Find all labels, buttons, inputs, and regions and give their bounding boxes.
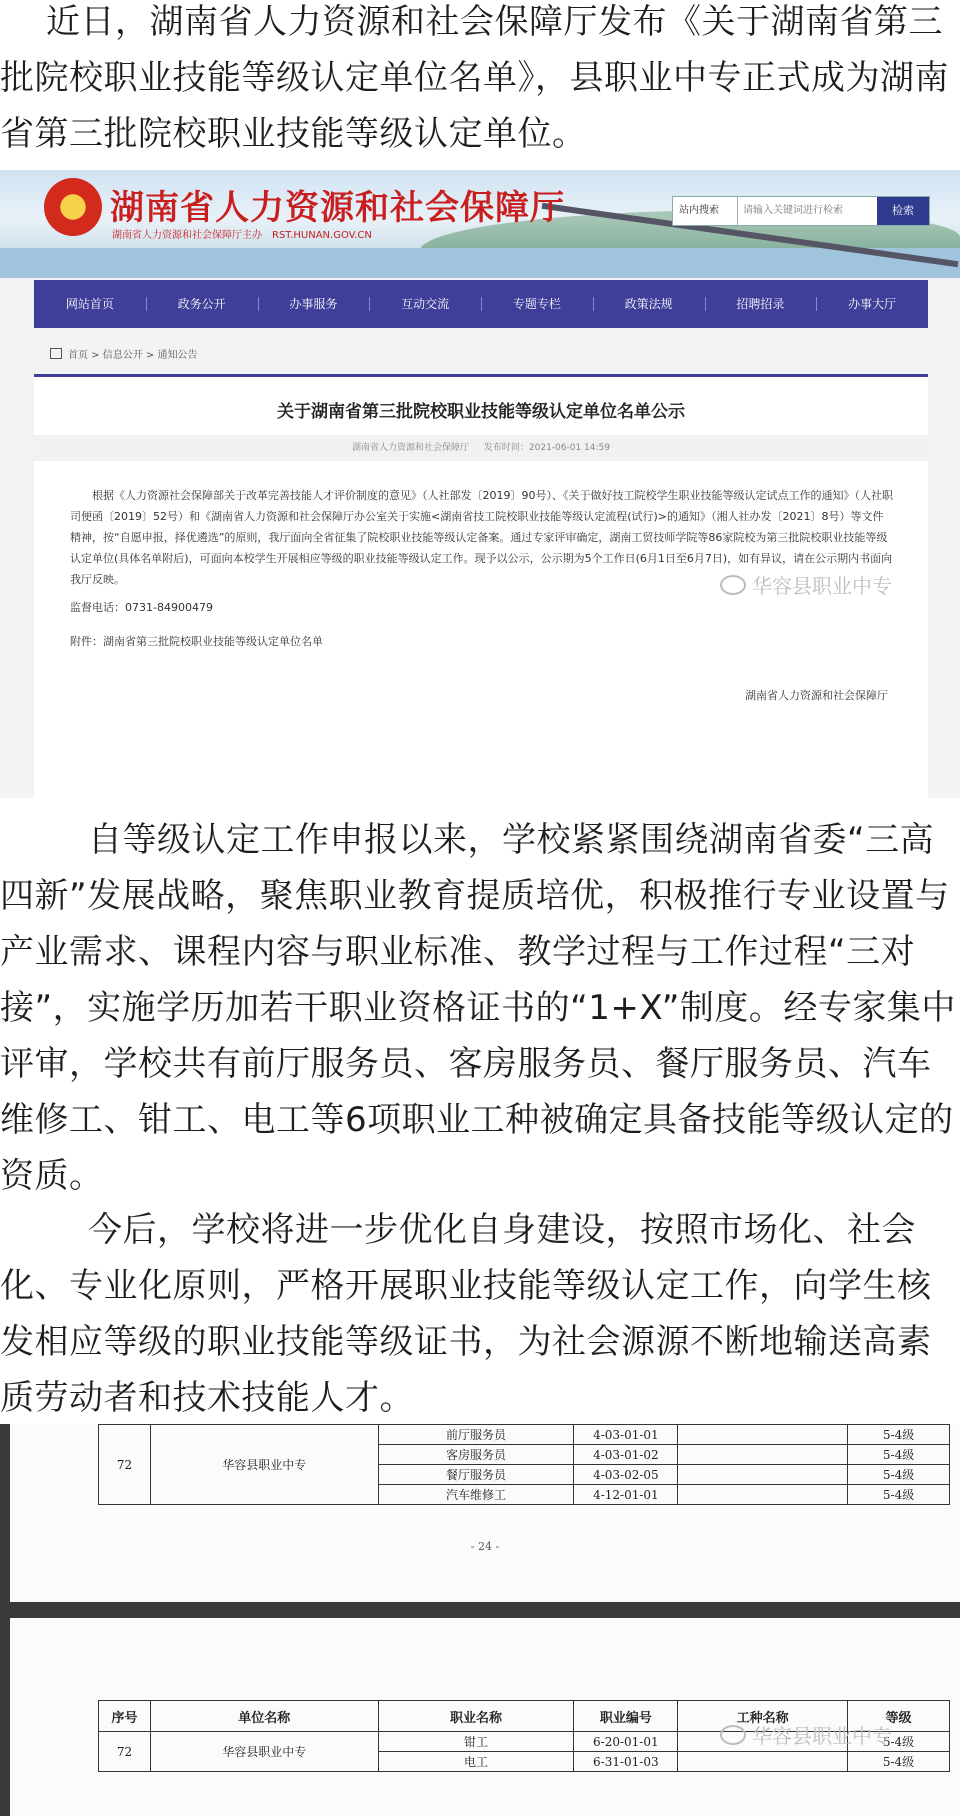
site-search bbox=[672, 196, 930, 226]
government-page-screenshot bbox=[0, 170, 960, 798]
nav-interaction[interactable]: 互动交流 bbox=[369, 280, 481, 328]
job-name: 客房服务员 bbox=[378, 1445, 574, 1465]
search-scope-select[interactable]: 站内搜索 bbox=[673, 197, 738, 225]
job-level: 5-4级 bbox=[848, 1445, 950, 1465]
unit-name: 华容县职业中专 bbox=[150, 1732, 378, 1772]
nav-recruitment[interactable]: 招聘招录 bbox=[705, 280, 817, 328]
intro-paragraph: 近日，湖南省人力资源和社会保障厅发布《关于湖南省第三批院校职业技能等级认定单位名单》，县职业中专正式成为湖南省第三批院校职业技能等级认定单位。 bbox=[0, 2, 949, 154]
article-source: 湖南省人力资源和社会保障厅 bbox=[352, 443, 470, 453]
job-level: 5-4级 bbox=[848, 1465, 950, 1485]
job-code: 4-12-01-01 bbox=[574, 1485, 678, 1505]
article-phone: 监督电话：0731-84900479 bbox=[70, 601, 213, 614]
body-paragraph-2: 自等级认定工作申报以来，学校紧紧围绕湖南省委“三高四新”发展战略，聚焦职业教育提质培优，积极推行专业设置与产业需求、课程内容与职业标准、教学过程与工作过程“三对接”，实施学历加若干职业资格证书的“1+X”制度。经专家集中评审，学校共有前厅服务员、客房服务员、餐厅服务员、汽车维修工、钳工、电工等6项职业工种被确定具备技能等级认定的资质。 bbox=[0, 820, 956, 1196]
article-signature: 湖南省人力资源和社会保障厅 bbox=[745, 689, 888, 702]
header-trade: 工种名称 bbox=[678, 1701, 848, 1732]
job-name: 汽车维修工 bbox=[378, 1485, 574, 1505]
article-date: 发布时间：2021-06-01 14:59 bbox=[483, 443, 610, 453]
wechat-icon bbox=[720, 1725, 746, 1745]
main-nav bbox=[34, 280, 928, 328]
header-job: 职业名称 bbox=[378, 1701, 574, 1732]
job-code: 6-20-01-01 bbox=[574, 1732, 678, 1752]
job-level: 5-4级 bbox=[848, 1485, 950, 1505]
site-title: 湖南省人力资源和社会保障厅 bbox=[110, 188, 565, 228]
row-number: 72 bbox=[99, 1732, 151, 1772]
trade-name bbox=[678, 1465, 848, 1485]
unit-name: 华容县职业中专 bbox=[150, 1425, 378, 1505]
nav-home[interactable]: 网站首页 bbox=[65, 297, 114, 311]
nav-policies[interactable]: 政策法规 bbox=[593, 280, 705, 328]
nav-topics[interactable]: 专题专栏 bbox=[481, 280, 593, 328]
nav-services[interactable]: 办事服务 bbox=[258, 280, 370, 328]
site-banner bbox=[0, 170, 960, 278]
nav-service-hall[interactable]: 办事大厅 bbox=[816, 280, 928, 328]
header-unit: 单位名称 bbox=[150, 1701, 378, 1732]
page-number: - 24 - bbox=[470, 1540, 500, 1553]
unit-table-part1 bbox=[98, 1424, 950, 1505]
page-divider bbox=[0, 1602, 960, 1618]
job-code: 4-03-02-05 bbox=[574, 1465, 678, 1485]
trade-name bbox=[678, 1752, 848, 1772]
search-button[interactable]: 检索 bbox=[877, 197, 929, 225]
trade-name bbox=[678, 1485, 848, 1505]
article-body: 根据《人力资源社会保障部关于改革完善技能人才评价制度的意见》（人社部发〔2019〕90号）、《关于做好技工院校学生职业技能等级认定试点工作的通知》（人社职司便函〔2019〕52号）和《湖南省人力资源和社会保障厅办公室关于实施<湖南省技工院校职业技能等级认定流程(试行)>的通知》（湘人社办发〔2021〕8号）等文件精神，按“自愿申报，择优遴选”的原则，我厅面向全省征集了院校职业技能等级认定备案。通过专家评审确定，湖南工贸技师学院等86家院校为第三批院校职业技能等级认定单位(具体名单附后)，可面向本校学生开展相应等级的职业技能等级认定工作。现予以公示，公示期为5个工作日(6月1日至6月7日)，如有异议，请在公示期内书面向我厅反映。 bbox=[70, 489, 893, 586]
header-level: 等级 bbox=[848, 1701, 950, 1732]
trade-name bbox=[678, 1425, 848, 1445]
home-icon[interactable] bbox=[50, 348, 62, 359]
table-row bbox=[99, 1425, 950, 1445]
nav-public-affairs[interactable]: 政务公开 bbox=[146, 280, 258, 328]
list-page-25 bbox=[0, 1618, 960, 1816]
list-page-24 bbox=[0, 1424, 960, 1602]
watermark: 华容县职业中专 bbox=[720, 570, 892, 599]
job-name: 电工 bbox=[378, 1752, 574, 1772]
breadcrumb-text[interactable]: 首页 > 信息公开 > 通知公告 bbox=[68, 350, 198, 361]
job-name: 钳工 bbox=[378, 1732, 574, 1752]
site-subtitle: 湖南省人力资源和社会保障厅主办 RST.HUNAN.GOV.CN bbox=[112, 230, 372, 241]
job-name: 餐厅服务员 bbox=[378, 1465, 574, 1485]
article-title: 关于湖南省第三批院校职业技能等级认定单位名单公示 bbox=[277, 402, 685, 422]
row-number: 72 bbox=[99, 1425, 151, 1505]
job-code: 4-03-01-01 bbox=[574, 1425, 678, 1445]
job-name: 前厅服务员 bbox=[378, 1425, 574, 1445]
job-level: 5-4级 bbox=[848, 1425, 950, 1445]
article-meta bbox=[34, 435, 928, 461]
article-attachment-link[interactable]: 附件：湖南省第三批院校职业技能等级认定单位名单 bbox=[70, 635, 323, 648]
header-no: 序号 bbox=[99, 1701, 151, 1732]
body-paragraph-3: 今后，学校将进一步优化自身建设，按照市场化、社会化、专业化原则，严格开展职业技能等级认定工作，向学生核发相应等级的职业技能等级证书，为社会源源不断地输送高素质劳动者和技术技能人才。 bbox=[0, 1210, 932, 1418]
national-emblem-icon bbox=[44, 178, 102, 236]
job-level: 5-4级 bbox=[848, 1752, 950, 1772]
search-input[interactable] bbox=[743, 197, 869, 223]
header-code: 职业编号 bbox=[574, 1701, 678, 1732]
job-code: 4-03-01-02 bbox=[574, 1445, 678, 1465]
trade-name bbox=[678, 1445, 848, 1465]
watermark: 华容县职业中专 bbox=[720, 1720, 892, 1749]
breadcrumb bbox=[50, 346, 197, 361]
wechat-icon bbox=[720, 575, 746, 595]
job-level: 5-4级 bbox=[848, 1732, 950, 1752]
job-code: 6-31-01-03 bbox=[574, 1752, 678, 1772]
